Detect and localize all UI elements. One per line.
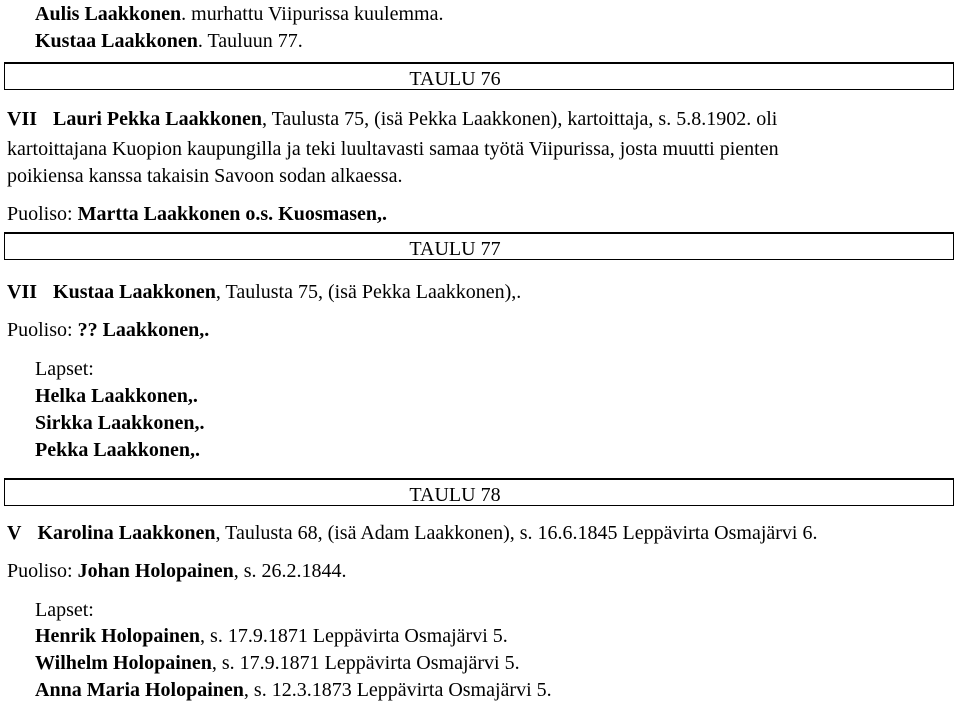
child-item: Anna Maria Holopainen, s. 12.3.1873 Leppävirta Osmajärvi 5. xyxy=(35,679,552,701)
person-name: Kustaa Laakkonen xyxy=(53,281,216,303)
taulu-77-person-line: VII Kustaa Laakkonen, Taulusta 75, (isä Pekka Laakkonen),. xyxy=(7,281,522,303)
taulu-76-spouse-line: Puoliso: Martta Laakkonen o.s. Kuosmasen,. xyxy=(7,203,388,225)
child-item: Henrik Holopainen, s. 17.9.1871 Leppävirta Osmajärvi 5. xyxy=(35,625,508,647)
child-item: Wilhelm Holopainen, s. 17.9.1871 Leppävirta Osmajärvi 5. xyxy=(35,652,520,674)
generation: VII xyxy=(7,108,38,130)
taulu-76-header: TAULU 76 xyxy=(4,62,954,90)
taulu-77-children-label: Lapset: xyxy=(35,358,94,380)
child-item: Pekka Laakkonen,. xyxy=(35,439,201,461)
person-name: Kustaa Laakkonen xyxy=(35,30,198,52)
taulu-78-person-line: V Karolina Laakkonen, Taulusta 68, (isä Adam Laakkonen), s. 16.6.1845 Leppävirta Osmajärvi 6. xyxy=(7,522,818,544)
taulu-78-spouse-line: Puoliso: Johan Holopainen, s. 26.2.1844. xyxy=(7,560,347,582)
spouse-name: Martta Laakkonen o.s. Kuosmasen,. xyxy=(77,203,388,225)
taulu-76-person-line: VII Lauri Pekka Laakkonen, Taulusta 75, (isä Pekka Laakkonen), kartoittaja, s. 5.8.1902. oli xyxy=(7,108,778,130)
person-name: Lauri Pekka Laakkonen xyxy=(53,108,262,130)
spouse-name: Johan Holopainen xyxy=(77,560,234,582)
child-item: Helka Laakkonen,. xyxy=(35,385,198,407)
generation: V xyxy=(7,522,22,544)
person-name: Aulis Laakkonen xyxy=(35,3,182,25)
intro-line-2: Kustaa Laakkonen. Tauluun 77. xyxy=(35,30,303,52)
taulu-78-header: TAULU 78 xyxy=(4,478,954,506)
generation: VII xyxy=(7,281,38,303)
taulu-78-children-label: Lapset: xyxy=(35,599,94,621)
spouse-name: ?? Laakkonen,. xyxy=(77,319,210,341)
intro-line-1: Aulis Laakkonen. murhattu Viipurissa kuulemma. xyxy=(35,3,444,25)
child-item: Sirkka Laakkonen,. xyxy=(35,412,205,434)
taulu-77-header: TAULU 77 xyxy=(4,232,954,260)
person-name: Karolina Laakkonen xyxy=(37,522,216,544)
taulu-76-description-line-3: poikiensa kanssa takaisin Savoon sodan alkaessa. xyxy=(7,165,403,187)
taulu-76-description-line-2: kartoittajana Kuopion kaupungilla ja teki luultavasti samaa työtä Viipurissa, josta muutti pienten xyxy=(7,138,779,160)
taulu-77-spouse-line: Puoliso: ?? Laakkonen,. xyxy=(7,319,210,341)
